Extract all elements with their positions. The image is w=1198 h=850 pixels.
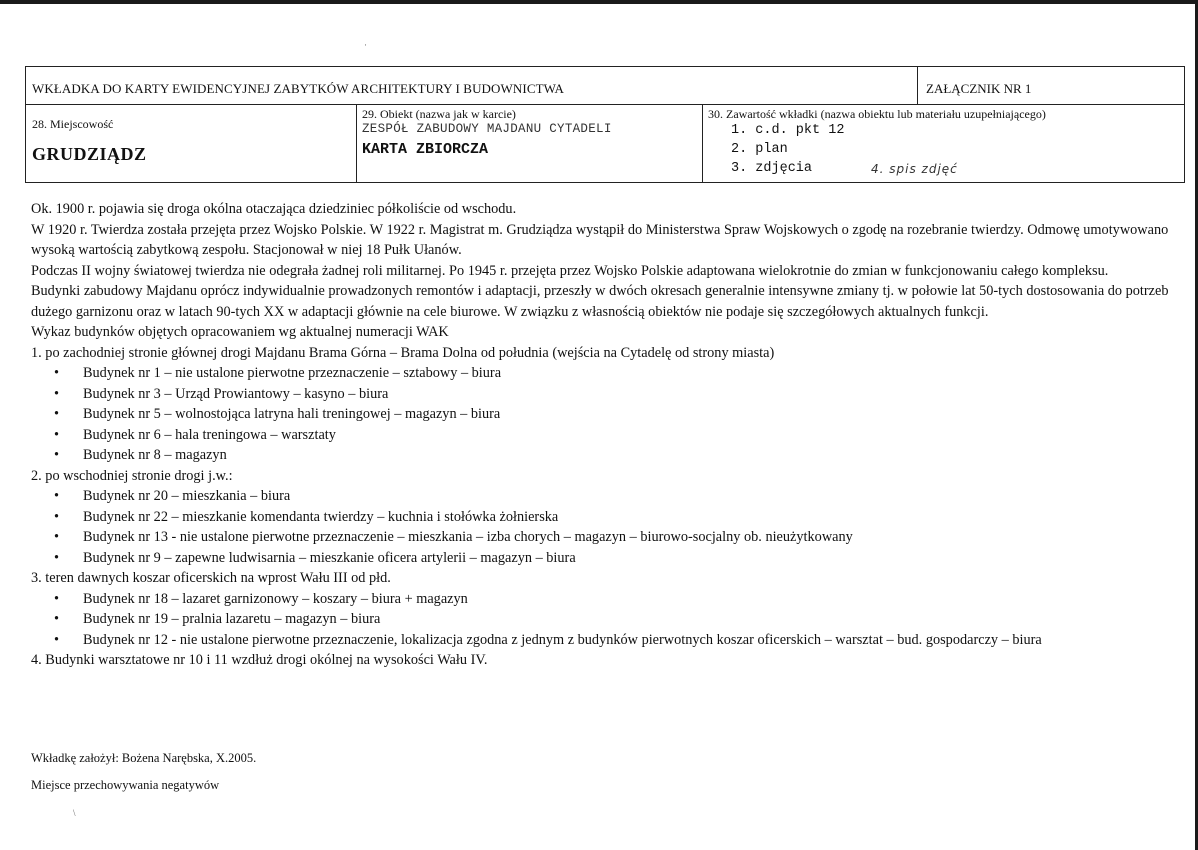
building-list [31, 589, 1181, 651]
attachment-number: ZAŁĄCZNIK NR 1 [926, 81, 1032, 96]
list-item: • Budynek nr 20 – mieszkania – biura [31, 486, 1181, 507]
list-item: • Budynek nr 8 – magazyn [31, 445, 1181, 466]
section-heading: 2. po wschodniej stronie drogi j.w.: [31, 467, 233, 484]
building-list-intro: Wykaz budynków objętych opracowaniem wg aktualnej numeracji WAK [31, 324, 449, 340]
contents-item-1: 1. c.d. pkt 12 [731, 123, 845, 138]
list-item: • Budynek nr 5 – wolnostojąca latryna hali treningowej – magazyn – biura [31, 404, 1181, 425]
list-item: • Budynek nr 13 - nie ustalone pierwotne przeznaczenie – mieszkania – izba chorych – magazyn – biurowo-socjalny ob. nieużytkowany [31, 527, 1181, 548]
list-item: • Budynek nr 3 – Urząd Prowiantowy – kasyno – biura [31, 384, 1181, 405]
object-label: 29. Obiekt (nazwa jak w karcie) [362, 107, 516, 121]
section-heading: 3. teren dawnych koszar oficerskich na wprost Wału III od płd. [31, 570, 391, 586]
list-item: • Budynek nr 18 – lazaret garnizonowy – koszary – biura + magazyn [31, 589, 1181, 610]
created-by: Wkładkę założył: Bożena Narębska, X.2005. [31, 751, 257, 765]
negatives-location: Miejsce przechowywania negatywów [31, 778, 220, 792]
scan-speck: · [364, 40, 367, 50]
contents-cell [703, 104, 1184, 182]
form-title: WKŁADKA DO KARTY EWIDENCYJNEJ ZABYTKÓW ARCHITEKTURY I BUDOWNICTWA [32, 81, 565, 96]
handwritten-note: 4. spis zdjęć [871, 162, 958, 176]
paragraph: W 1920 r. Twierdza została przejęta przez Wojsko Polskie. W 1922 r. Magistrat m. Grudziądza wystąpił do Ministerstwa Spraw Wojskowych o zgodę na rozebranie twierdzy. Odmowę umotywowano wysoką wartością zabytkową zespołu. Stacjonował w niej 18 Pułk Ułanów. [31, 221, 1169, 258]
list-item: • Budynek nr 6 – hala treningowa – warsztaty [31, 425, 1181, 446]
locality-label: 28. Miejscowość [32, 117, 114, 131]
locality-value: GRUDZIĄDZ [32, 144, 147, 164]
object-name: ZESPÓŁ ZABUDOWY MAJDANU CYTADELI [362, 122, 612, 136]
locality-cell [26, 104, 357, 182]
paragraph: Budynki zabudowy Majdanu oprócz indywidualnie prowadzonych remontów i adaptacji, przeszły w dwóch okresach generalnie intensywne zmiany tj. w połowie lat 50-tych dostosowania do potrzeb dużego garnizonu oraz w latach 90-tych XX w adaptacji głównie na cele biurowe. W związku z własnością obiektów nie podaje się szczegółowych aktualnych funkcji. [31, 283, 1169, 320]
header-table [25, 66, 1185, 183]
list-item: • Budynek nr 12 - nie ustalone pierwotne przeznaczenie, lokalizacja zgodna z jednym z budynków pierwotnych koszar oficerskich – warsztat – bud. gospodarczy – biura [31, 630, 1181, 651]
section-heading: 1. po zachodniej stronie głównej drogi Majdanu Brama Górna – Brama Dolna od południa (wejścia na Cytadelę od strony miasta) [31, 344, 775, 361]
section-heading: 4. Budynki warsztatowe nr 10 i 11 wzdłuż drogi okólnej na wysokości Wału IV. [31, 652, 488, 668]
paragraph: Ok. 1900 r. pojawia się droga okólna otaczająca dziedziniec półkoliście od wschodu. [31, 201, 517, 217]
contents-item-2: 2. plan [731, 142, 788, 157]
contents-label: 30. Zawartość wkładki (nazwa obiektu lub materiału uzupełniającego) [708, 107, 1046, 121]
list-item: • Budynek nr 22 – mieszkanie komendanta twierdzy – kuchnia i stołówka żołnierska [31, 507, 1181, 528]
header-title-row [26, 67, 1184, 105]
paragraph: Podczas II wojny światowej twierdza nie odegrała żadnej roli militarnej. Po 1945 r. przejęta przez Wojsko Polskie adaptowana wielokrotnie do zmian w funkcjonowaniu całego kompleksu. [31, 262, 1109, 279]
list-item: • Budynek nr 19 – pralnia lazaretu – magazyn – biura [31, 609, 1181, 630]
object-cell [357, 104, 703, 182]
list-item: • Budynek nr 1 – nie ustalone pierwotne przeznaczenie – sztabowy – biura [31, 363, 1181, 384]
attachment-cell [917, 67, 1186, 104]
building-list [31, 486, 1181, 568]
object-card-type: KARTA ZBIORCZA [362, 141, 489, 158]
scan-speck: \ [73, 808, 76, 818]
contents-item-3: 3. zdjęcia [731, 161, 813, 176]
document-body [31, 199, 1181, 671]
list-item: • Budynek nr 9 – zapewne ludwisarnia – mieszkanie oficera artylerii – magazyn – biura [31, 548, 1181, 569]
building-list [31, 363, 1181, 466]
